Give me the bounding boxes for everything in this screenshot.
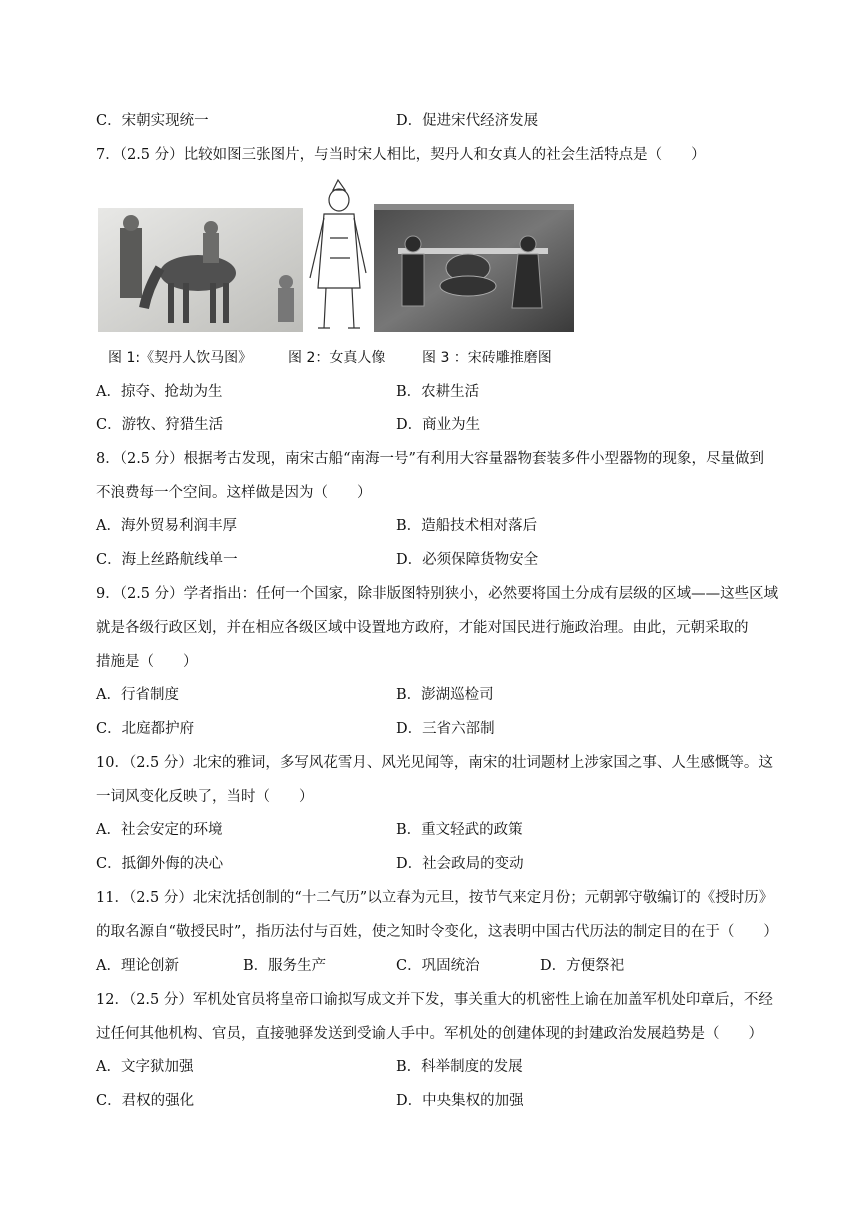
option-d: D．必须保障货物安全 [396,552,539,568]
option-b: B．造船技术相对落后 [396,518,538,534]
option-c: C．君权的强化 [96,1093,195,1109]
figure-1-caption: 图 1:《契丹人饮马图》 [108,350,253,366]
question-9-stem-line-3: 措施是（ ） [96,654,198,670]
option-c: C．抵御外侮的决心 [96,856,224,872]
option-b: B．农耕生活 [396,384,480,400]
option-d: D．促进宋代经济发展 [396,113,539,129]
question-8-stem-line-1: 8．（2.5 分）根据考古发现，南宋古船“南海一号”有利用大容量器物套装多件小型器物的现象，尽量做到 [96,451,764,467]
option-a: A．社会安定的环境 [96,822,223,838]
option-d: D．中央集权的加强 [396,1093,524,1109]
option-b: B．科举制度的发展 [396,1059,523,1075]
option-c: C．宋朝实现统一 [96,113,209,129]
figure-1-image [98,208,303,332]
option-a: A．文字狱加强 [96,1059,194,1075]
option-b: B．澎湖巡检司 [396,687,494,703]
option-c: C．北庭都护府 [96,721,195,737]
option-d: D．三省六部制 [396,721,495,737]
figure-2-image [305,178,375,336]
question-11-stem-line-1: 11．（2.5 分）北宋沈括创制的“十二气历”以立春为元旦，按节气来定月份；元朝郭守敬编订的《授时历》 [96,890,774,906]
figure-3-caption: 图 3 ：宋砖雕推磨图 [422,350,552,366]
option-d: D．方便祭祀 [540,958,625,974]
option-a: A．理论创新 [96,958,179,974]
option-a: A．掠夺、抢劫为生 [96,384,223,400]
option-d: D．商业为生 [396,417,481,433]
option-a: A．海外贸易利润丰厚 [96,518,237,534]
option-b: B．重文轻武的政策 [396,822,523,838]
option-c: C．海上丝路航线单一 [96,552,238,568]
question-7-stem: 7．（2.5 分）比较如图三张图片，与当时宋人相比，契丹人和女真人的社会生活特点是（ ） [96,147,706,163]
question-11-stem-line-2: 的取名源自“敬授民时”，指历法付与百姓，使之知时令变化，这表明中国古代历法的制定目的在于（ ） [96,924,778,940]
question-10-stem-line-1: 10．（2.5 分）北宋的雅词，多写风花雪月、风光见闻等，南宋的壮词题材上涉家国之事、人生感慨等。这 [96,755,773,771]
question-12-stem-line-2: 过任何其他机构、官员，直接驰驿发送到受谕人手中。军机处的创建体现的封建政治发展趋势是（ ） [96,1026,763,1042]
question-7-figure [98,178,578,336]
option-a: A．行省制度 [96,687,179,703]
question-9-stem-line-1: 9．（2.5 分）学者指出：任何一个国家，除非版图特别狭小，必然要将国土分成有层级的区域——这些区域 [96,586,779,602]
question-9-stem-line-2: 就是各级行政区划，并在相应各级区域中设置地方政府，才能对国民进行施政治理。由此，元朝采取的 [96,620,749,636]
option-d: D．社会政局的变动 [396,856,524,872]
figure-2-caption: 图 2：女真人像 [288,350,386,366]
question-10-stem-line-2: 一词风变化反映了，当时（ ） [96,789,314,805]
question-12-stem-line-1: 12．（2.5 分）军机处官员将皇帝口谕拟写成文并下发，事关重大的机密性上谕在加盖军机处印章后，不经 [96,992,773,1008]
option-b: B．服务生产 [243,958,327,974]
figure-3-image [374,204,574,332]
question-8-stem-line-2: 不浪费每一个空间。这样做是因为（ ） [96,485,372,501]
option-c: C．游牧、狩猎生活 [96,417,224,433]
option-c: C．巩固统治 [396,958,480,974]
